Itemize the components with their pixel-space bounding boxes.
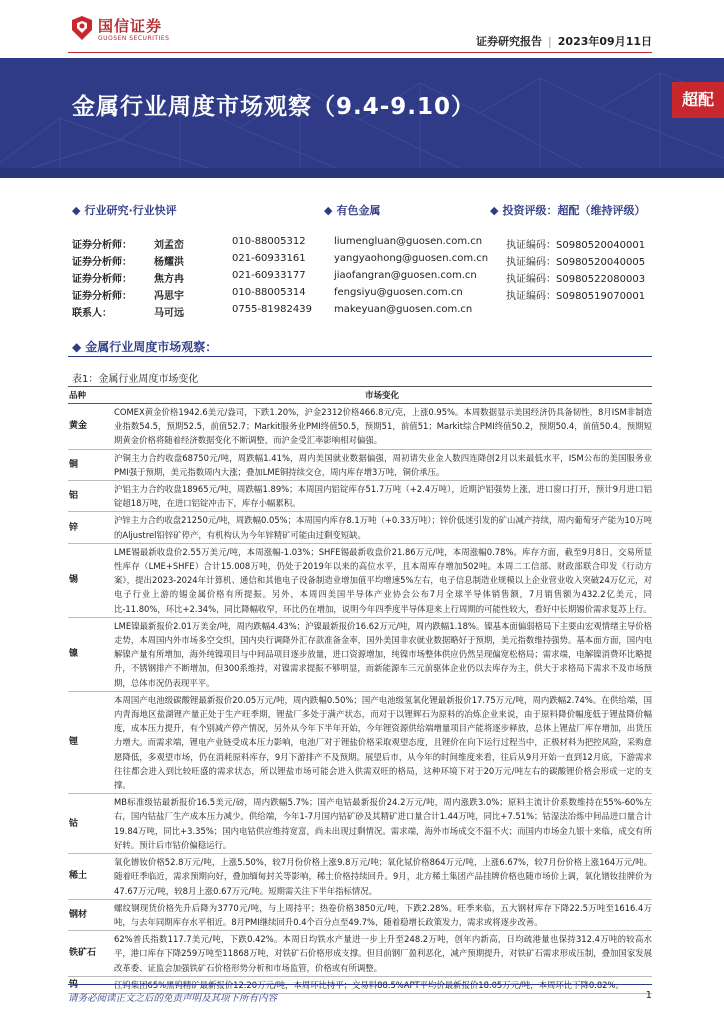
meta-sector: ◆ 有色金属 <box>324 204 381 217</box>
row-category: 钴 <box>68 794 112 854</box>
report-title: 金属行业周度市场观察（9.4-9.10） <box>72 94 476 120</box>
logo-english-text: GUOSEN SECURITIES <box>98 35 170 42</box>
title-banner <box>0 58 724 178</box>
row-text: 本周国产电池级碳酸锂最新报价20.05万元/吨，周内跌幅0.50%；国产电池级氢氧化锂最新报价17.75万元/吨，周内跌幅2.74%。在供给端，国内青海地区盐湖锂产量正处于生产旺季期，锂盐厂多处于满产状态，而对于以锂辉石为原料的冶炼企业来说，由于原料降价幅度低于锂盐降价幅度，成本压力提升，有个别减产停产情况，另外从今年下半年开始，今年锂资源供给端增量项目产能将逐步释放，总体上锂盐厂库存增加，出货压力增大。而需求端，锂电产业链受成本压力影响，电池厂对于锂盐价格采取观望态度，且锂价在向下运行过程当中，正极材料为把控风险，采购意愿降低，多观望市场，仍在消耗原料库存，9月下游排产不及预期。展望后市，从今年的时间维度来看，往后从9月开始一直到12月底，下游需求往往都会进入到比较旺盛的需求状态，所以锂盐市场可能会进入供需双旺的格局，这种环境下对于20万元/吨左右的碳酸锂价格会形成一定的支撑。 <box>112 691 652 793</box>
row-text: 氧化镨钕价格52.8万元/吨，上涨5.50%，较7月份价格上涨9.8万元/吨；氧化铽价格864万元/吨，上涨6.67%，较7月份价格上涨164万元/吨。随着旺季临近，需求预期向好，叠加缅甸封关等影响，稀土价格持续回升。9月，北方稀土集团产品挂牌价格也随市场价上调，氧化镨钕挂牌价为47.67万元/吨，较8月上涨0.67万元/吨。短期需关注下半年指标情况。 <box>112 854 652 900</box>
analyst-cert: 执证编码：S0980519070001 <box>506 291 646 302</box>
table-row <box>68 854 652 900</box>
sector-label: 有色金属 <box>336 204 381 217</box>
analyst-phone: 010-88005314 <box>232 287 306 298</box>
footer-disclaimer: 请务必阅读正文之后的免责声明及其项下所有内容 <box>68 993 278 1004</box>
row-text: COMEX黄金价格1942.6美元/盎司，下跌1.20%，沪金2312价格466.8元/克，上涨0.95%。本周数据显示美国经济仍具备韧性，8月ISM非制造业指数54.5，预期52.5，前值52.7；Markit服务业PMI终值50.5，预期51，前值51；Markit综合PMI终值50.2，预期50.4，前值50.4。预期短期黄金价格将随着经济数据变化不断调整，而沪金受汇率影响相对偏强。 <box>112 404 652 450</box>
analyst-name: 冯思宇 <box>154 291 184 302</box>
analyst-role: 证券分析师： <box>72 257 132 268</box>
report-type: 证券研究报告 <box>476 35 543 48</box>
row-text: 沪铝主力合约收盘18965元/吨，周跌幅1.89%；本周国内铝锭库存51.7万吨（+2.4万吨），近期沪铝强势上涨，进口窗口打开，预计9月进口铝锭超18万吨，在进口铝锭冲击下，库存小幅累积。 <box>112 481 652 512</box>
analyst-phone: 010-88005312 <box>232 236 306 247</box>
row-category: 铁矿石 <box>68 931 112 977</box>
contact-role: 联系人： <box>72 308 112 319</box>
table-row <box>68 512 652 543</box>
row-text: LME镍最新报价2.01万美金/吨，周内跌幅4.43%；沪镍最新报价16.62万元/吨，周内跌幅1.18%。镍基本面偏弱格局下主要由宏观情绪主导价格走势，本周国内外市场多空交织，国内央行调降外汇存款准备金率，国外美国非农就业数据略好于预期，美元指数维持强势。基本面方面，国内电解镍产量有所增加，海外纯镍项目与中间品项目逐步放量，进口资源增加，纯镍市场整体供应仍然呈现偏宽松格局；需求端，电解镍消费环比略提升，不锈钢排产不断增加，但300系维持，对镍需求提振不够明显，而新能源车三元前驱体企业仍以去库存为主，供大于求格局下需求不及市场预期，总体市况仍表现平平。 <box>112 617 652 691</box>
table-row <box>68 481 652 512</box>
analyst-email[interactable]: yangyaohong@guosen.com.cn <box>334 253 489 264</box>
table-row <box>68 543 652 617</box>
analyst-email[interactable]: liumengluan@guosen.com.cn <box>334 236 483 247</box>
analyst-role: 证券分析师： <box>72 291 132 302</box>
contact-email[interactable]: makeyuan@guosen.com.cn <box>334 304 473 315</box>
analyst-name: 焦方冉 <box>154 274 184 285</box>
row-category: 锌 <box>68 512 112 543</box>
metal-market-table <box>68 386 652 994</box>
row-category: 镍 <box>68 617 112 691</box>
contact-phone: 0755-81982439 <box>232 304 312 315</box>
section-title: 金属行业周度市场观察： <box>85 340 218 354</box>
analyst-role: 证券分析师： <box>72 274 132 285</box>
row-category: 钢材 <box>68 899 112 930</box>
row-category: 铝 <box>68 481 112 512</box>
table-row <box>68 449 652 480</box>
page-number: 1 <box>645 990 652 1001</box>
table-row <box>68 794 652 854</box>
table-row <box>68 691 652 793</box>
rating-label: 投资评级：超配（维持评级） <box>502 204 646 217</box>
analyst-email[interactable]: fengsiyu@guosen.com.cn <box>334 287 463 298</box>
analyst-cert: 执证编码：S0980520040005 <box>506 257 646 268</box>
meta-rating: ◆ 投资评级：超配（维持评级） <box>490 204 646 217</box>
meta-category: ◆ 行业研究·行业快评 <box>72 204 177 217</box>
analyst-role: 证券分析师： <box>72 240 132 251</box>
table-header-row <box>68 387 652 404</box>
rating-badge: 超配 <box>672 82 724 118</box>
row-category: 铜 <box>68 449 112 480</box>
guosen-logo-icon <box>68 14 96 42</box>
analyst-name: 刘孟峦 <box>154 240 184 251</box>
table-row <box>68 617 652 691</box>
row-text: 沪铜主力合约收盘68750元/吨，周跌幅1.41%，周内美国就业数据偏强，周初请失业金人数四连降创2月以来最低水平，ISM公布的美国服务业PMI强于预期，美元指数周内大涨；叠加LME铜持续交仓，周内库存增3万吨，铜价承压。 <box>112 449 652 480</box>
row-category: 稀土 <box>68 854 112 900</box>
analyst-cert: 执证编码：S0980522080003 <box>506 274 646 285</box>
header-divider <box>68 52 652 53</box>
row-category: 黄金 <box>68 404 112 450</box>
contact-name: 马可远 <box>154 308 184 319</box>
analyst-cert: 执证编码：S0980520040001 <box>506 240 646 251</box>
row-text: MB标准级钴最新报价16.5美元/磅，周内跌幅5.7%；国产电钴最新报价24.2万元/吨，周内涨跌3.0%；原料主流计价系数维持在55%-60%左右，国内钴盐厂生产成本压力减少。供给端，今年1-7月国内钴矿砂及其精矿进口量合计1.44万吨，同比+7.51%；钴湿法冶炼中间品进口量合计19.84万吨，同比+3.35%；国内电钴供应维持宽富，尚未出现过剩情况。需求端，海外市场成交不温不火；而国内市场金九银十来临，成交有所好转。预计后市钴价偏稳运行。 <box>112 794 652 854</box>
table-row <box>68 899 652 930</box>
footer-divider <box>68 984 652 985</box>
section-divider <box>68 356 652 357</box>
table-row <box>68 931 652 977</box>
report-date: 2023年09月11日 <box>557 35 652 48</box>
header-variety: 品种 <box>68 387 112 404</box>
section-heading: ◆ 金属行业周度市场观察： <box>72 340 218 354</box>
row-text: 螺纹钢现货价格先升后降为3770元/吨，与上周持平；热卷价格3850元/吨，下跌2.28%。旺季来临，五大钢材库存下降22.5万吨至1616.4万吨，与去年同期库存水平相近。8月PMI继续回升0.4个百分点至49.7%，随着稳增长政策发力，需求或将逐步改善。 <box>112 899 652 930</box>
analyst-phone: 021-60933161 <box>232 253 306 264</box>
table-caption: 表1：金属行业周度市场变化 <box>72 374 199 385</box>
header-market-change: 市场变化 <box>112 387 652 404</box>
analyst-name: 杨耀洪 <box>154 257 184 268</box>
report-header-info: 证券研究报告 | 2023年09月11日 <box>476 35 652 48</box>
row-text: 62%普氏指数117.7美元/吨，下跌0.42%。本周日均铁水产量进一步上升至248.2万吨，创年内新高，日均疏港量也保持312.4万吨的较高水平，港口库存下降259万吨至11868万吨，对铁矿石价格形成支撑。但目前钢厂盈利恶化，减产预期提升，对铁矿石需求形成压制，叠加国家发展改革委、证监会加强铁矿石价格形势分析和市场监管，价格或有所调整。 <box>112 931 652 977</box>
logo-text: 国信证券 <box>98 17 163 35</box>
category-label: 行业研究·行业快评 <box>84 204 177 217</box>
row-category: 锂 <box>68 691 112 793</box>
row-category: 锡 <box>68 543 112 617</box>
row-text: LME锡最新收盘价2.55万美元/吨，本周涨幅-1.03%；SHFE锡最新收盘价21.86万元/吨，本周涨幅0.78%。库存方面，截至9月8日，交易所显性库存（LME+SHFE）合计15.008万吨，仍处于2019年以来的高位水平，且本周库存增加502吨。本周二工信部、财政部联合印发《行动方案》，提出2023-2024年计算机、通信和其他电子设备制造业增加值平均增速5%左右，电子信息制造业规模以上企业营业收入突破24万亿元，对电子行业上游的锡金属价格有所提振。另外，本周四美国半导体产业协会公布7月全球半导体销售额，7月销售额为432.2亿美元，同比-11.80%，环比+2.34%，同比降幅收窄，环比仍在增加，说明今年四季度半导体迎来上行周期的可能性较大，看好中长期锡价需求复苏上行。 <box>112 543 652 617</box>
analyst-email[interactable]: jiaofangran@guosen.com.cn <box>334 270 477 281</box>
analyst-phone: 021-60933177 <box>232 270 306 281</box>
row-text: 沪锌主力合约收盘21250元/吨，周跌幅0.05%；本周国内库存8.1万吨（+0.33万吨）；锌价低迷引发的矿山减产持续，周内葡萄牙产能为10万吨的Aljustrel铅锌矿停产，有机构认为今年锌精矿可能由过剩变短缺。 <box>112 512 652 543</box>
table-row <box>68 404 652 450</box>
